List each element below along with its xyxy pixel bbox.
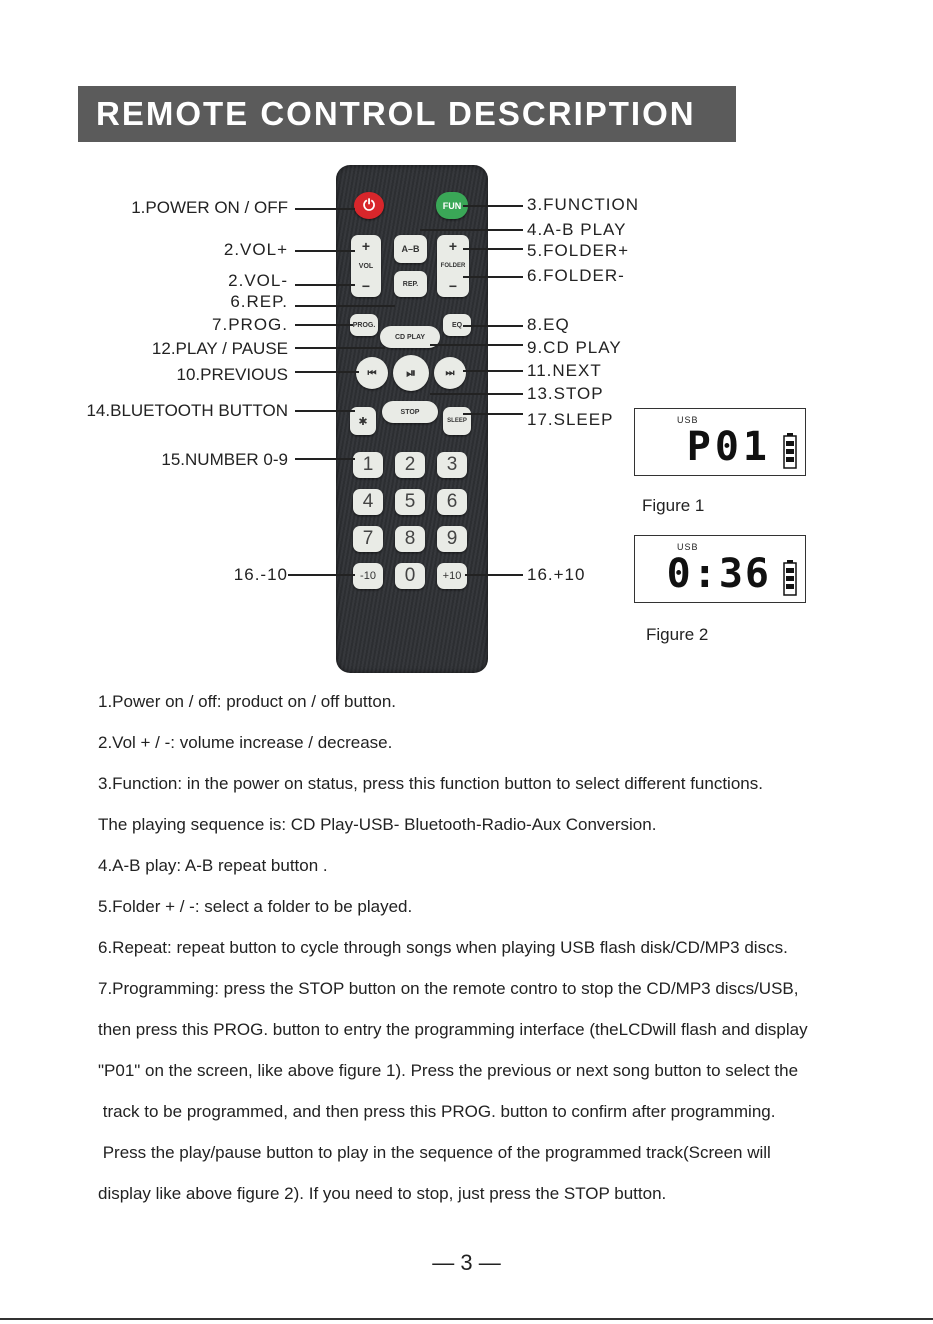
remote-control [336,165,488,673]
battery-icon [783,433,797,469]
number-key: 7 [353,526,383,552]
callout-cd-play: 9.CD PLAY [527,338,622,357]
callout-folder-plus: 5.FOLDER+ [527,241,630,260]
callout-bluetooth: 14.BLUETOOTH BUTTON [86,401,288,420]
description-line: display like above figure 2). If you need to stop, just press the STOP button. [98,1184,667,1203]
description-line: then press this PROG. button to entry the programming interface (theLCDwill flash and display [98,1020,808,1039]
description-line: track to be programmed, and then press this PROG. button to confirm after programming. [98,1102,776,1121]
callout-next: 11.NEXT [527,361,602,380]
figure-2-caption: Figure 2 [646,625,709,644]
leader-line [463,413,523,415]
plus10-key: +10 [437,563,467,589]
folder-rocker [437,235,469,297]
folder-minus-key: − [448,278,458,294]
previous-button: ⏮ [356,357,388,389]
vol-plus-key: + [361,238,371,254]
callout-vol-minus: 2.VOL- [228,271,288,290]
fun-button: FUN [436,192,468,219]
description-line: 6.Repeat: repeat button to cycle through songs when playing USB flash disk/CD/MP3 discs. [98,938,788,957]
callout-eq: 8.EQ [527,315,570,334]
callout-previous: 10.PREVIOUS [176,365,288,384]
cd-play-button: CD PLAY [380,326,440,348]
leader-line [295,208,355,210]
vol-rocker [351,235,381,297]
number-key: 1 [353,452,383,478]
callout-prog: 7.PROG. [212,315,288,334]
folder-key-label: FOLDER [440,263,466,269]
description-line: 4.A-B play: A-B repeat button . [98,856,328,875]
stop-button: STOP [382,401,438,423]
callout-number: 15.NUMBER 0-9 [161,450,288,469]
lcd-digits: 0:36 [666,551,771,597]
rep-button: REP. [394,271,427,297]
usb-indicator: USB [677,415,699,425]
vol-minus-key: − [361,278,371,294]
leader-line [463,370,523,372]
leader-line [295,458,355,460]
callout-sleep: 17.SLEEP [527,410,614,429]
usb-indicator: USB [677,542,699,552]
eq-button: EQ [443,314,471,336]
leader-line [288,574,355,576]
figure-1-caption: Figure 1 [642,496,705,515]
leader-line [295,371,359,373]
leader-line [463,205,523,207]
leader-line [295,347,385,349]
callout-stop: 13.STOP [527,384,604,403]
leader-line [463,248,523,250]
callout-minus10: 16.-10 [233,565,288,584]
leader-line [430,344,523,346]
description-line: The playing sequence is: CD Play-USB- Bluetooth-Radio-Aux Conversion. [98,815,657,834]
number-key: 9 [437,526,467,552]
leader-line [295,284,355,286]
bluetooth-button: ✱ [350,407,376,435]
sleep-button: SLEEP [443,407,471,435]
leader-line [420,229,523,231]
leader-line [295,324,353,326]
minus10-key: -10 [353,563,383,589]
description-text [98,691,908,1224]
number-key: 5 [395,489,425,515]
leader-line [463,276,523,278]
leader-line [295,410,355,412]
number-key: 0 [395,563,425,589]
description-line: "P01" on the screen, like above figure 1). Press the previous or next song button to select the [98,1061,799,1080]
description-line: 7.Programming: press the STOP button on the remote contro to stop the CD/MP3 discs/USB, [98,979,799,998]
battery-icon [783,560,797,596]
play-pause-button: ⏯ [393,355,429,391]
leader-line [463,325,523,327]
callout-function: 3.FUNCTION [527,195,639,214]
page-title: REMOTE CONTROL DESCRIPTION [78,86,736,142]
leader-line [295,250,355,252]
leader-line [465,574,523,576]
description-line: 5.Folder + / -: select a folder to be played. [98,897,413,916]
lcd-figure-2 [634,535,806,603]
callout-ab-play: 4.A-B PLAY [527,220,627,239]
ab-button: A–B [394,235,427,263]
power-button: ⏻ [354,192,384,219]
number-key: 6 [437,489,467,515]
number-key: 4 [353,489,383,515]
page-number: — 3 — [432,1250,501,1275]
folder-plus-key: + [448,238,458,254]
callout-folder-minus: 6.FOLDER- [527,266,625,285]
number-key: 8 [395,526,425,552]
description-line: 2.Vol + / -: volume increase / decrease. [98,733,393,752]
footer-divider [0,1318,933,1320]
description-line: 1.Power on / off: product on / off button. [98,692,397,711]
next-button: ⏭ [434,357,466,389]
description-line: Press the play/pause button to play in the sequence of the programmed track(Screen will [98,1143,771,1162]
number-key: 2 [395,452,425,478]
vol-key-label: VOL [358,262,374,270]
callout-vol-plus: 2.VOL+ [223,240,288,259]
callout-play-pause: 12.PLAY / PAUSE [151,339,288,358]
callout-power: 1.POWER ON / OFF [131,198,288,217]
lcd-digits: P01 [686,424,771,470]
description-line: 3.Function: in the power on status, press this function button to select different functions. [98,774,763,793]
lcd-figure-1 [634,408,806,476]
number-key: 3 [437,452,467,478]
leader-line [295,305,395,307]
prog-button: PROG. [350,314,378,336]
leader-line [430,393,523,395]
callout-plus10: 16.+10 [527,565,586,584]
callout-rep: 6.REP. [230,292,288,311]
